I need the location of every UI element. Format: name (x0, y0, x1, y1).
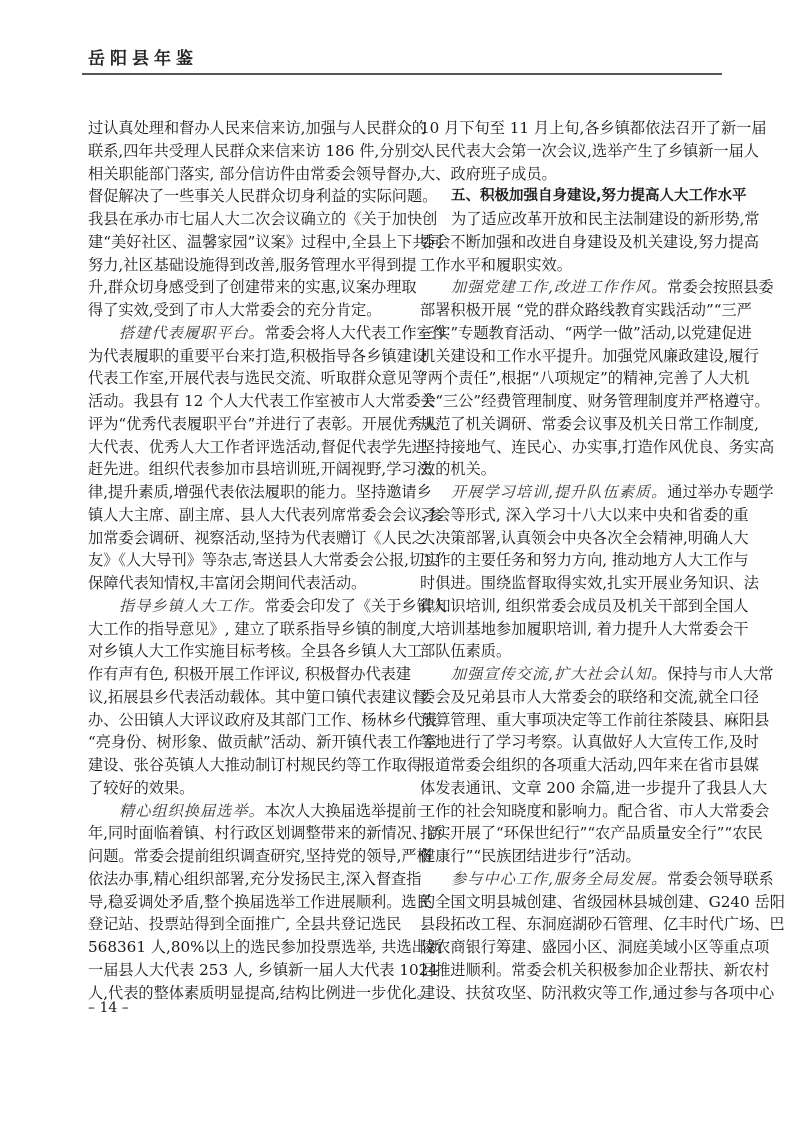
header-rule (82, 73, 722, 75)
text-line (88, 254, 417, 277)
text-line (88, 390, 436, 413)
line-text: 律,提升素质,增强代表依法履职的能力。坚持邀请乡 (88, 483, 432, 501)
line-text: “亮身份、树形象、做贡献”活动、新开镇代表工作室 (88, 733, 438, 752)
text-line (88, 185, 438, 208)
line-text: 建“美好社区、温馨家园”议案》过程中,全县上下共同 (88, 232, 443, 251)
text-line (88, 868, 422, 891)
paragraph-lead: 指导乡镇人大工作。 (119, 596, 265, 615)
line-text: 的全国文明县城创建、省级园林县城创建、G240 岳阳 (420, 892, 785, 911)
text-line (88, 800, 432, 823)
line-text: 等地进行了学习考察。认真做好人大宣传工作,及时 (420, 733, 759, 752)
text-line (88, 163, 422, 186)
text-line (420, 686, 759, 709)
text-line (420, 959, 770, 982)
text-line (420, 868, 774, 891)
paragraph-lead: 精心组织换届选举。 (119, 801, 265, 820)
paragraph-lead: 开展学习培训,提升队伍素质。 (451, 483, 668, 501)
text-line (420, 731, 759, 754)
text-line (88, 640, 423, 663)
line-text: 人民代表大会第一次会议,选举产生了乡镇新一届人 (420, 141, 759, 160)
line-text: 扎实开展了“环保世纪行”“农产品质量安全行”“农民 (420, 824, 763, 843)
text-line (420, 390, 770, 413)
text-line (420, 913, 785, 936)
paragraph (88, 322, 447, 595)
line-text: 常委会将人大代表工作室作 (264, 323, 447, 342)
paragraph (420, 208, 760, 276)
section-heading: 五、积极加强自身建设,努力提高人大工作水平 (451, 188, 747, 205)
line-text: 了较好的效果。 (88, 778, 195, 797)
text-line (88, 663, 412, 686)
text-line (88, 891, 432, 914)
paragraph (420, 868, 785, 1005)
text-line (88, 618, 422, 641)
line-text: 建设、张谷英镇人大推动制订村规民约等工作取得 (88, 756, 423, 774)
line-text: 常委会按照县委 (667, 278, 774, 297)
text-line (88, 140, 425, 163)
line-text: 体发表通讯、文章 200 余篇,进一步提升了我县人大 (420, 778, 768, 797)
text-line (420, 754, 759, 777)
line-text: 时俱进。围绕监督取得实效,扎实开展业务知识、法 (420, 574, 759, 592)
text-line (88, 822, 443, 845)
line-text: 委会不断加强和改进自身建设及机关建设,努力提高 (420, 232, 759, 251)
text-line (420, 549, 749, 572)
text-line (88, 117, 427, 140)
text-line (88, 777, 386, 800)
text-line (420, 163, 718, 186)
text-line (420, 709, 770, 732)
text-line (420, 299, 752, 322)
text-line (88, 322, 447, 345)
line-text: 委会及兄弟县市人大常委会的联络和交流,就全口径 (420, 687, 759, 706)
paragraph (88, 117, 443, 322)
text-line (88, 504, 443, 527)
line-text: 评为“优秀代表履职平台”并进行了表彰。开展优秀人 (88, 414, 438, 433)
line-text: 大、政府班子成员。 (420, 164, 557, 183)
text-line (420, 458, 718, 481)
line-text: 作有声有色, 积极开展工作评议, 积极督办代表建 (88, 665, 412, 683)
running-head-title: 岳阳县年鉴 (88, 49, 198, 69)
text-line (88, 299, 386, 322)
paragraph-lead: 加强党建工作,改进工作作风。 (451, 278, 668, 297)
text-line (88, 709, 438, 732)
line-text: 人,代表的整体素质明显提高,结构比例进一步优化。 (88, 983, 432, 1002)
line-text: 大培训基地参加履职培训, 着力提升人大常委会干 (420, 619, 749, 638)
text-line (420, 595, 749, 618)
line-text: 机关建设和工作水平提升。加强党风廉政建设,履行 (420, 346, 759, 365)
text-line (420, 845, 718, 868)
line-text: 习会等形式, 深入学习十八大以来中央和省委的重 (420, 505, 749, 524)
line-text: 建设、扶贫攻坚、防汛救灾等工作,通过参与各项中心 (420, 983, 775, 1002)
paragraph-lead: 加强宣传交流,扩大社会认知。 (451, 665, 668, 683)
line-text: 工作的社会知晓度和影响力。配合省、市人大常委会 (420, 801, 770, 820)
text-line (88, 208, 438, 231)
line-text: 督促解决了一些事关人民群众切身利益的实际问题。 (88, 187, 438, 206)
text-line (88, 595, 447, 618)
line-text: 大决策部署,认真领会中央各次全会精神,明确人大 (420, 528, 749, 547)
left-column (88, 117, 447, 1004)
paragraph-lead: 搭建代表履职平台。 (119, 323, 265, 342)
text-line (420, 322, 752, 345)
text-line (88, 436, 427, 459)
line-text: “两个责任”,根据“八项规定”的精神,完善了人大机 (420, 369, 750, 388)
line-text: 工作的主要任务和努力方向, 推动地方人大工作与 (420, 551, 749, 570)
line-text: 三实”专题教育活动、“两学一做”活动,以党建促进 (420, 323, 752, 342)
line-text: 一届县人大代表 253 人, 乡镇新一届人大代表 1024 (88, 960, 438, 979)
line-text: 大工作的指导意见》, 建立了联系指导乡镇的制度, (88, 619, 422, 638)
text-line (420, 640, 718, 663)
text-line (420, 822, 763, 845)
text-line (88, 936, 443, 959)
line-text: 议,拓展县乡代表活动载体。其中筻口镇代表建议督 (88, 687, 427, 706)
text-line (88, 527, 427, 550)
line-text: 过认真处理和督办人民来信来访,加强与人民群众的 (88, 119, 427, 137)
text-line (88, 572, 386, 595)
line-text: 常委会印发了《关于乡镇人 (264, 596, 447, 615)
line-text: 本次人大换届选举提前一 (264, 801, 432, 820)
line-text: 常委会领导联系 (667, 869, 774, 888)
text-line (88, 413, 438, 436)
line-text: 工作水平和履职实效。 (420, 255, 572, 274)
line-text: 相关职能部门落实, 部分信访件由常委会领导督办, (88, 164, 422, 183)
line-text: 568361 人,80%以上的选民参加投票选举, 共选出新 (88, 938, 443, 956)
line-text: 关“三公”经费管理制度、财务管理制度并严格遵守。 (420, 392, 770, 410)
line-text: 部署积极开展 “党的群众路线教育实践活动”“三严 (420, 301, 752, 319)
line-text: 年,同时面临着镇、村行政区划调整带来的新情况、新 (88, 824, 443, 843)
line-text: 为了适应改革开放和民主法制建设的新形势,常 (451, 210, 760, 228)
text-line (88, 731, 438, 754)
line-text: 坚持接地气、连民心、办实事,打造作风优良、务实高 (420, 437, 775, 456)
line-text: 律知识培训, 组织常委会成员及机关干部到全国人 (420, 596, 749, 615)
paragraph (420, 663, 774, 868)
line-text: 县段拓改工程、东洞庭湖砂石管理、亿丰时代广场、巴 (420, 915, 785, 934)
line-text: 办、公田镇人大评议政府及其部门工作、杨林乡代表 (88, 710, 438, 729)
line-text: 我县在承办市七届人大二次会议确立的《关于加快创 (88, 210, 438, 228)
text-line (88, 549, 440, 572)
text-line (420, 140, 759, 163)
paragraph-lead: 参与中心工作,服务全局发展。 (451, 869, 668, 888)
text-line (88, 845, 432, 868)
line-text: 对乡镇人大工作实施目标考核。全县各乡镇人大工 (88, 642, 423, 661)
text-line (88, 686, 427, 709)
line-text: 保持与市人大常 (667, 665, 774, 683)
line-text: 预算管理、重大事项决定等工作前往茶陵县、麻阳县 (420, 710, 770, 729)
text-line (88, 754, 423, 777)
text-line (88, 367, 427, 390)
text-line (420, 345, 759, 368)
line-text: 10 月下旬至 11 月上旬,各乡镇都依法召开了新一届 (420, 119, 767, 137)
line-text: 问题。常委会提前组织调查研究,坚持党的领导,严格 (88, 847, 432, 865)
text-line (88, 458, 432, 481)
paragraph (420, 117, 767, 185)
text-line (420, 618, 749, 641)
text-line (420, 208, 760, 231)
text-line (420, 527, 749, 550)
text-line (420, 254, 718, 277)
text-line (420, 367, 750, 390)
line-text: 报道常委会组织的各项重大活动,四年来在省市县媒 (420, 756, 759, 774)
line-text: 升,群众切身感受到了创建带来的实惠,议案办理取 (88, 278, 417, 297)
line-text: 登记站、投票站得到全面推广, 全县共登记选民 (88, 915, 402, 934)
text-line (420, 436, 775, 459)
text-line (88, 345, 427, 368)
line-text: 得了实效,受到了市人大常委会的充分肯定。 (88, 301, 382, 319)
paragraph (88, 595, 447, 800)
text-line (420, 891, 785, 914)
line-text: 部队伍素质。 (420, 642, 512, 661)
line-text: 努力,社区基础设施得到改善,服务管理水平得到提 (88, 255, 417, 274)
line-text: 大代表、优秀人大工作者评选活动,督促代表学先进 (88, 437, 427, 456)
text-line (88, 231, 443, 254)
text-line (420, 982, 775, 1005)
line-text: 健康行”“民族团结进步行”活动。 (420, 847, 641, 865)
text-line (88, 481, 432, 504)
text-line (420, 572, 759, 595)
line-text: 规范了机关调研、常委会议事及机关日常工作制度, (420, 414, 759, 433)
text-line (420, 663, 774, 686)
page-number: – 14 – (88, 1000, 129, 1016)
line-text: 保障代表知情权,丰富闭会期间代表活动。 (88, 574, 367, 592)
text-line (420, 800, 770, 823)
line-text: 效的机关。 (420, 460, 496, 479)
text-line (420, 231, 759, 254)
text-line (420, 936, 770, 959)
line-text: 代表工作室,开展代表与选民交流、听取群众意见等 (88, 369, 427, 388)
right-column (420, 117, 785, 1004)
text-line (88, 982, 432, 1005)
line-text: 镇人大主席、副主席、县人大代表列席常委会会议,参 (88, 505, 443, 524)
line-text: 陵农商银行筹建、盛园小区、洞庭美域小区等重点项 (420, 938, 770, 956)
line-text: 活动。我县有 12 个人大代表工作室被市人大常委会 (88, 392, 436, 410)
text-line (420, 413, 759, 436)
text-line (420, 777, 768, 800)
text-line (420, 481, 774, 504)
paragraph (88, 800, 443, 1005)
text-line (420, 504, 749, 527)
text-line (420, 117, 767, 140)
paragraph (420, 276, 775, 481)
text-line (420, 276, 774, 299)
line-text: 依法办事,精心组织部署,充分发扬民主,深入督查指 (88, 869, 422, 888)
text-line (88, 913, 402, 936)
line-text: 目推进顺利。常委会机关积极参加企业帮扶、新农村 (420, 960, 770, 979)
line-text: 友》《人大导刊》等杂志,寄送县人大常委会公报,切实 (88, 551, 440, 570)
text-line (88, 959, 438, 982)
line-text: 为代表履职的重要平台来打造,积极指导各乡镇建设 (88, 346, 427, 365)
line-text: 加常委会调研、视察活动,坚持为代表赠订《人民之 (88, 528, 427, 547)
line-text: 通过举办专题学 (667, 483, 774, 501)
line-text: 赶先进。组织代表参加市县培训班,开阔视野,学习法 (88, 460, 432, 479)
line-text: 联系,四年共受理人民群众来信来访 186 件,分别交 (88, 141, 425, 160)
line-text: 导,稳妥调处矛盾,整个换届选举工作进展顺利。选民 (88, 892, 432, 911)
paragraph (420, 481, 774, 663)
text-line (88, 276, 417, 299)
